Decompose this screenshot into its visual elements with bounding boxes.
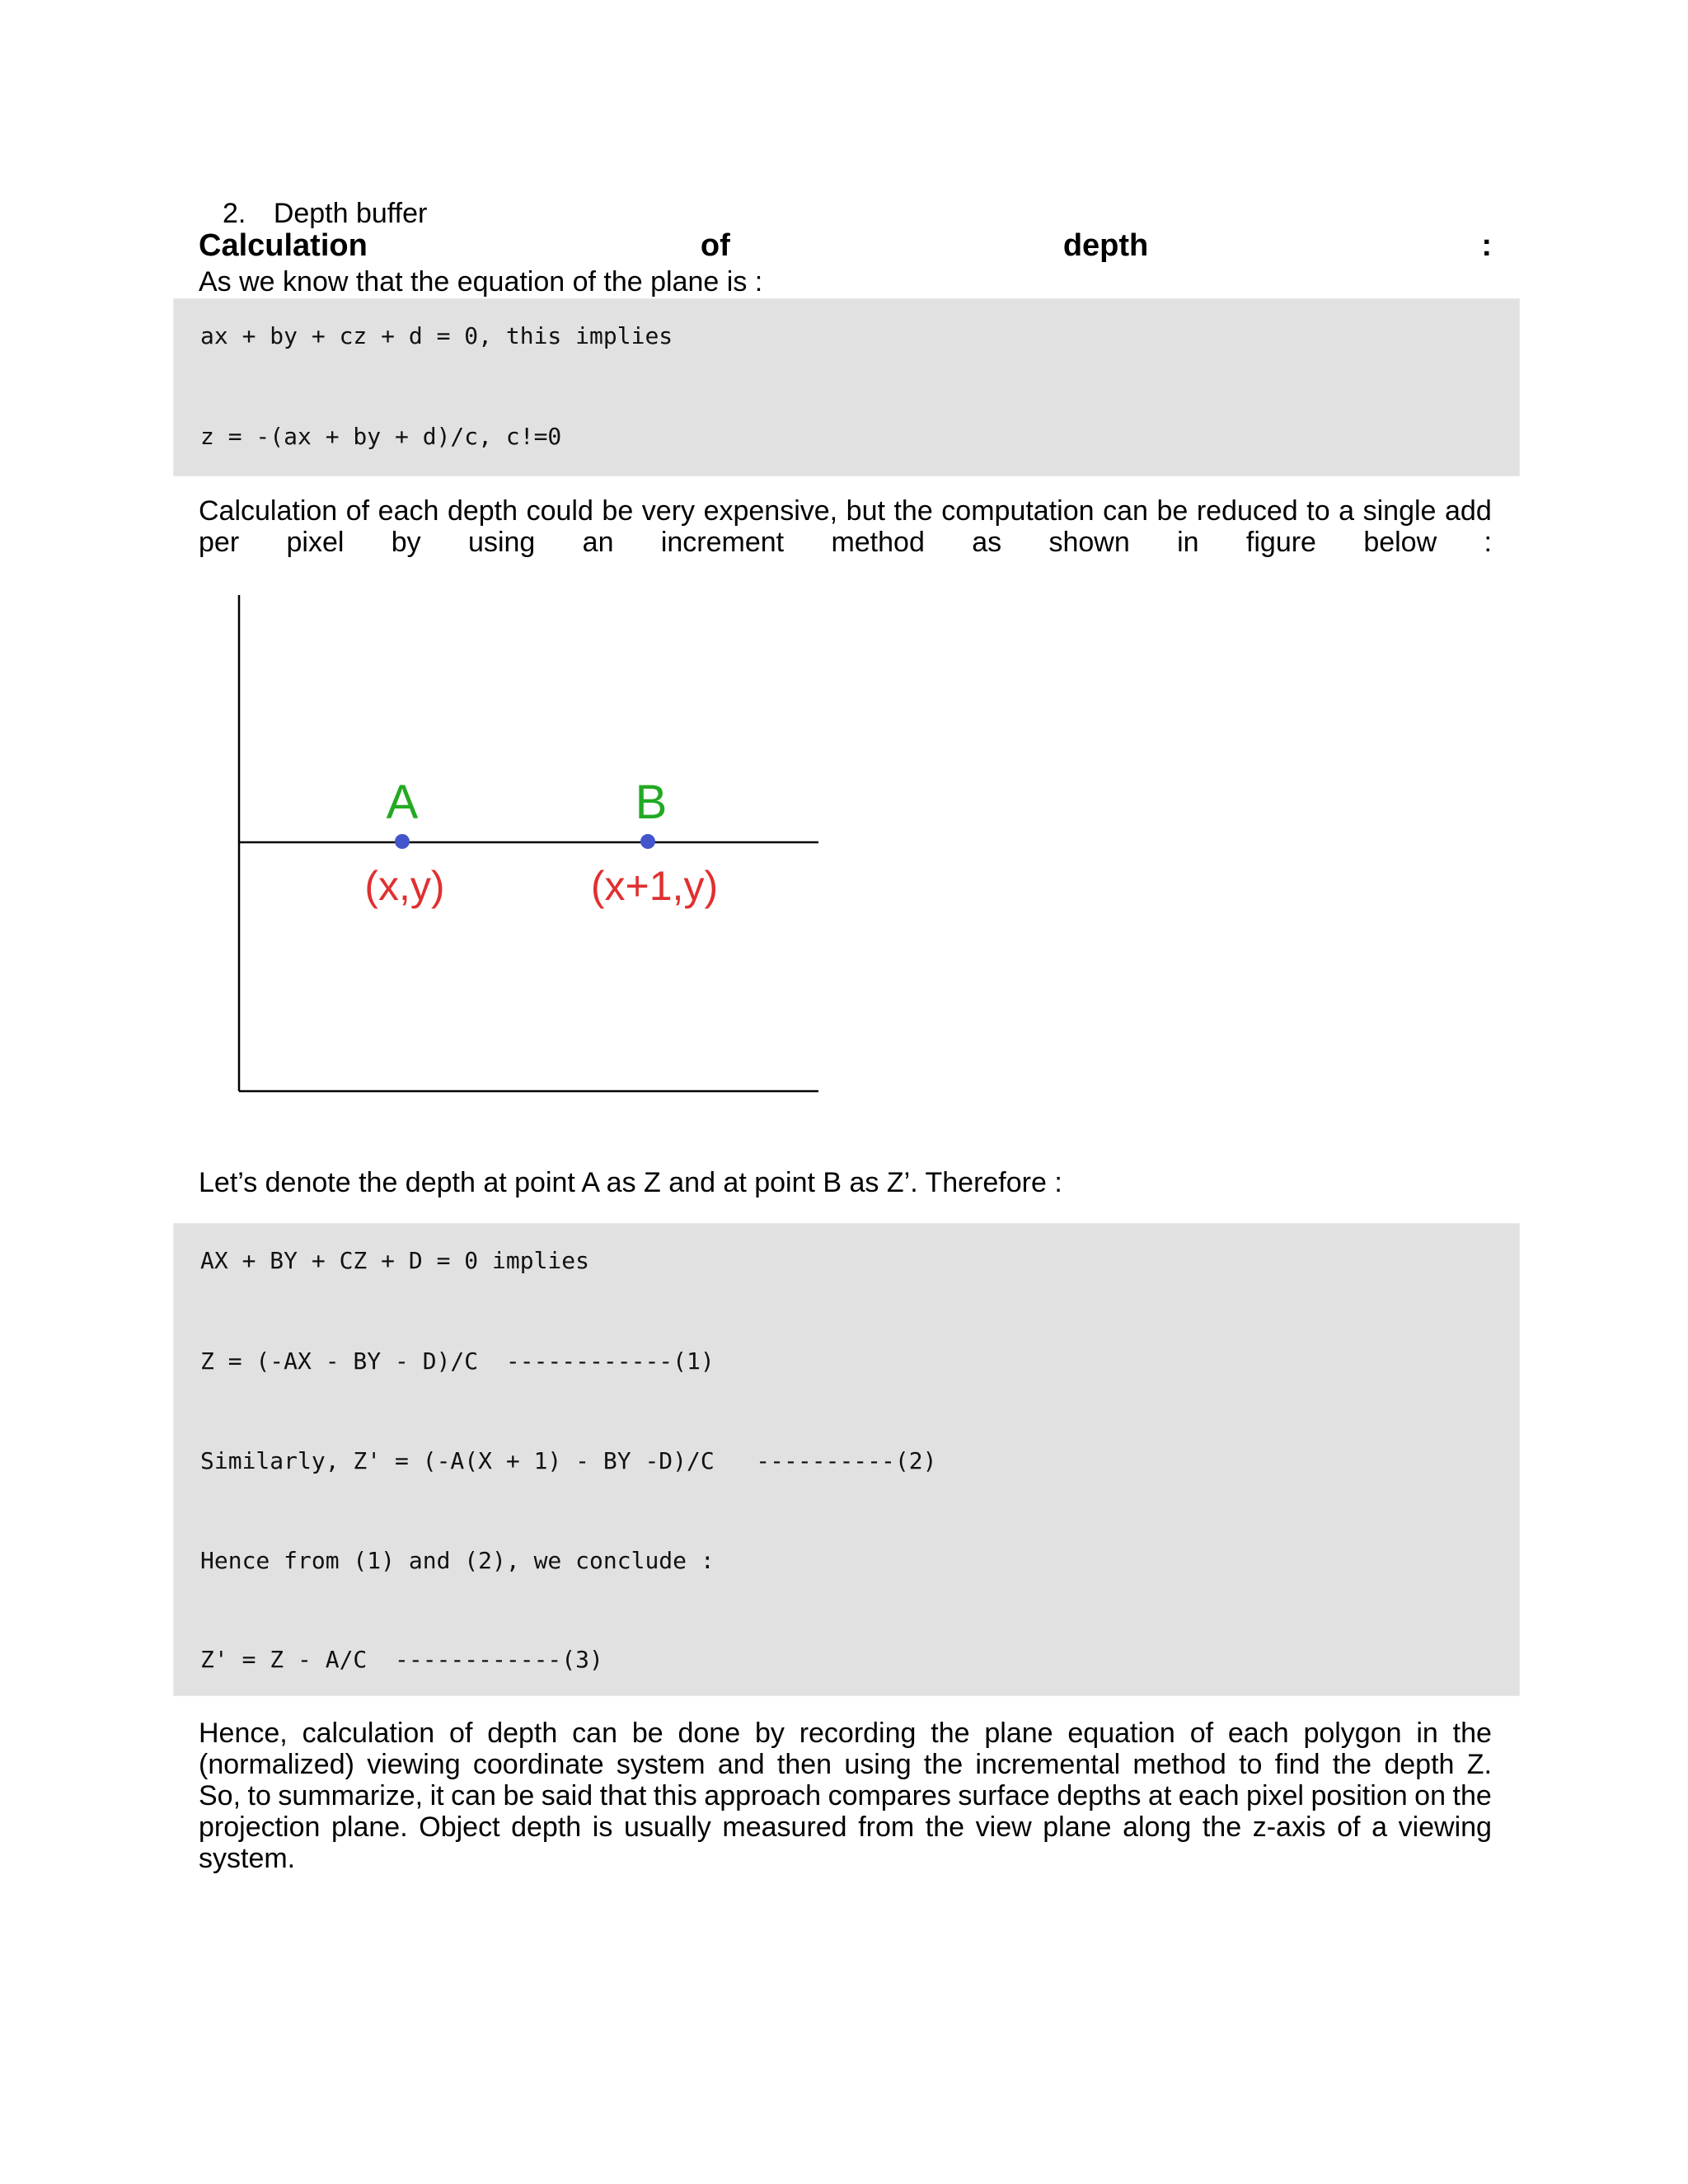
- paragraph-word: and: [717, 1749, 765, 1780]
- paragraph-word: this: [653, 1780, 697, 1811]
- paragraph-word: find: [1274, 1749, 1320, 1780]
- paragraph-word: increment: [660, 527, 785, 558]
- paragraph-word: polygon: [1303, 1718, 1402, 1749]
- paragraph-line: [199, 495, 1492, 527]
- paragraph-line: [199, 1749, 1492, 1780]
- paragraph-word: then: [776, 1749, 832, 1780]
- point-b-label: B: [635, 776, 668, 829]
- paragraph-word: calculation: [302, 1718, 435, 1749]
- paragraph-word: along: [1123, 1811, 1192, 1843]
- intro-text: As we know that the equation of the plane is :: [199, 266, 763, 298]
- paragraph-word: Hence,: [199, 1718, 288, 1749]
- paragraph-line: [199, 527, 1492, 558]
- paragraph-word: add: [1445, 495, 1492, 527]
- paragraph-word: each: [377, 495, 439, 527]
- paragraph-word: So,: [199, 1780, 241, 1811]
- paragraph-word: as: [972, 527, 1002, 558]
- paragraph-word: Z.: [1466, 1749, 1492, 1780]
- paragraph-word: be: [602, 495, 634, 527]
- paragraph-word: recording: [799, 1718, 917, 1749]
- increment-figure: [214, 577, 841, 1104]
- paragraph-word: plane: [984, 1718, 1053, 1749]
- paragraph-word: each: [1178, 1780, 1240, 1811]
- paragraph-word: using: [844, 1749, 912, 1780]
- paragraph-word: surface: [958, 1780, 1050, 1811]
- paragraph-word: said: [541, 1780, 593, 1811]
- paragraph-word: depth: [1384, 1749, 1455, 1780]
- paragraph-word: single: [1362, 495, 1437, 527]
- paragraph-word: system.: [199, 1843, 296, 1874]
- paragraph-word: it: [429, 1780, 444, 1811]
- code-line: AX + BY + CZ + D = 0 implies: [200, 1247, 590, 1274]
- paragraph-word: system: [616, 1749, 706, 1780]
- paragraph-word: Calculation: [199, 495, 338, 527]
- paragraph-word: an: [582, 527, 614, 558]
- code-block-1: [173, 298, 1520, 476]
- paragraph-word: by: [391, 527, 421, 558]
- paragraph-word: summarize,: [278, 1780, 424, 1811]
- code-line: Z = (-AX - BY - D)/C ------------(1): [200, 1347, 715, 1375]
- paragraph-word: below: [1363, 527, 1437, 558]
- paragraph-word: of: [1189, 1718, 1214, 1749]
- code-line: z = -(ax + by + d)/c, c!=0: [200, 423, 562, 450]
- paragraph-word: method: [1132, 1749, 1226, 1780]
- paragraph-word: usually: [623, 1811, 711, 1843]
- paragraph-word: very: [641, 495, 696, 527]
- calc-heading-word: Calculation: [199, 228, 368, 263]
- paragraph-word: is: [592, 1811, 613, 1843]
- paragraph-word: depths: [1057, 1780, 1142, 1811]
- paragraph-word: :: [1484, 527, 1492, 558]
- paragraph-word: by: [754, 1718, 785, 1749]
- paragraph-word: approach: [704, 1780, 822, 1811]
- paragraph-word: pixel: [286, 527, 345, 558]
- calc-heading-word: depth: [1062, 228, 1149, 263]
- paragraph-line: [199, 1718, 1492, 1749]
- paragraph-word: can: [451, 1780, 496, 1811]
- paragraph-word: projection: [199, 1811, 321, 1843]
- calc-heading-word: :: [1481, 228, 1492, 263]
- paragraph-word: the: [1452, 1780, 1492, 1811]
- paragraph-word: the: [1202, 1811, 1242, 1843]
- code-line: Similarly, Z' = (-A(X + 1) - BY -D)/C ----------(2): [200, 1447, 937, 1474]
- calculation-heading: [199, 228, 1492, 264]
- paragraph-word: in: [1416, 1718, 1438, 1749]
- paragraph-word: the: [931, 1718, 970, 1749]
- code-block-2: [173, 1223, 1520, 1696]
- paragraph-word: view: [975, 1811, 1032, 1843]
- paragraph-word: measured: [722, 1811, 847, 1843]
- paragraph-word: on: [1414, 1780, 1446, 1811]
- paragraph-word: pixel: [1246, 1780, 1304, 1811]
- paragraph-word: compares: [828, 1780, 951, 1811]
- point-b-coord: (x+1,y): [590, 863, 719, 909]
- section-title: Depth buffer: [273, 198, 428, 229]
- paragraph-line: [199, 1780, 1492, 1811]
- paragraph-word: method: [831, 527, 925, 558]
- paragraph-word: in: [1177, 527, 1199, 558]
- paragraph-word: of: [345, 495, 370, 527]
- paragraph-word: the: [1332, 1749, 1372, 1780]
- paragraph-word: computation: [941, 495, 1095, 527]
- paragraph-word: can: [1103, 495, 1148, 527]
- paragraph-word: to: [1306, 495, 1330, 527]
- paragraph-line: [199, 1843, 1492, 1874]
- paragraph-word: to: [1239, 1749, 1263, 1780]
- point-b: [640, 834, 655, 849]
- paragraph-word: plane.: [331, 1811, 408, 1843]
- paragraph-word: the: [923, 1749, 964, 1780]
- paragraph-word: per: [199, 527, 240, 558]
- paragraph-word: using: [468, 527, 536, 558]
- section-heading: [223, 198, 427, 229]
- point-a-label: A: [386, 776, 419, 829]
- paragraph-2: [199, 1718, 1492, 1874]
- paragraph-word: viewing: [367, 1749, 461, 1780]
- paragraph-word: from: [858, 1811, 915, 1843]
- paragraph-1: [199, 495, 1492, 558]
- paragraph-word: the: [1452, 1718, 1492, 1749]
- paragraph-word: position: [1311, 1780, 1408, 1811]
- point-a: [395, 834, 410, 849]
- paragraph-word: a: [1339, 495, 1355, 527]
- paragraph-word: a: [1372, 1811, 1387, 1843]
- paragraph-word: be: [631, 1718, 663, 1749]
- paragraph-word: at: [1147, 1780, 1172, 1811]
- paragraph-word: be: [503, 1780, 535, 1811]
- paragraph-line: [199, 1811, 1492, 1843]
- paragraph-word: expensive,: [703, 495, 838, 527]
- paragraph-word: can: [572, 1718, 617, 1749]
- paragraph-word: of: [449, 1718, 473, 1749]
- paragraph-word: the: [893, 495, 933, 527]
- paragraph-word: equation: [1067, 1718, 1175, 1749]
- paragraph-word: be: [1156, 495, 1189, 527]
- calc-heading-word: of: [700, 228, 730, 263]
- paragraph-word: of: [1337, 1811, 1361, 1843]
- paragraph-word: coordinate: [472, 1749, 604, 1780]
- paragraph-word: but: [846, 495, 885, 527]
- paragraph-word: done: [678, 1718, 741, 1749]
- code-line: Hence from (1) and (2), we conclude :: [200, 1547, 715, 1574]
- paragraph-word: shown: [1048, 527, 1130, 558]
- paragraph-word: each: [1227, 1718, 1289, 1749]
- paragraph-word: the: [925, 1811, 965, 1843]
- paragraph-word: depth: [447, 495, 518, 527]
- paragraph-word: incremental: [975, 1749, 1121, 1780]
- paragraph-word: viewing: [1398, 1811, 1492, 1843]
- paragraph-word: that: [599, 1780, 647, 1811]
- paragraph-word: plane: [1043, 1811, 1112, 1843]
- code-line: ax + by + cz + d = 0, this implies: [200, 322, 673, 349]
- code-line: Z' = Z - A/C ------------(3): [200, 1646, 603, 1673]
- paragraph-word: figure: [1245, 527, 1316, 558]
- paragraph-word: depth: [511, 1811, 582, 1843]
- paragraph-word: reduced: [1196, 495, 1298, 527]
- paragraph-word: Object: [419, 1811, 500, 1843]
- denote-text: Let’s denote the depth at point A as Z and at point B as Z’. Therefore :: [199, 1167, 1062, 1198]
- paragraph-word: could: [526, 495, 593, 527]
- paragraph-word: (normalized): [199, 1749, 354, 1780]
- paragraph-word: depth: [487, 1718, 558, 1749]
- paragraph-word: z-axis: [1252, 1811, 1326, 1843]
- point-a-coord: (x,y): [364, 863, 445, 909]
- paragraph-word: to: [247, 1780, 271, 1811]
- section-number: 2.: [223, 198, 246, 229]
